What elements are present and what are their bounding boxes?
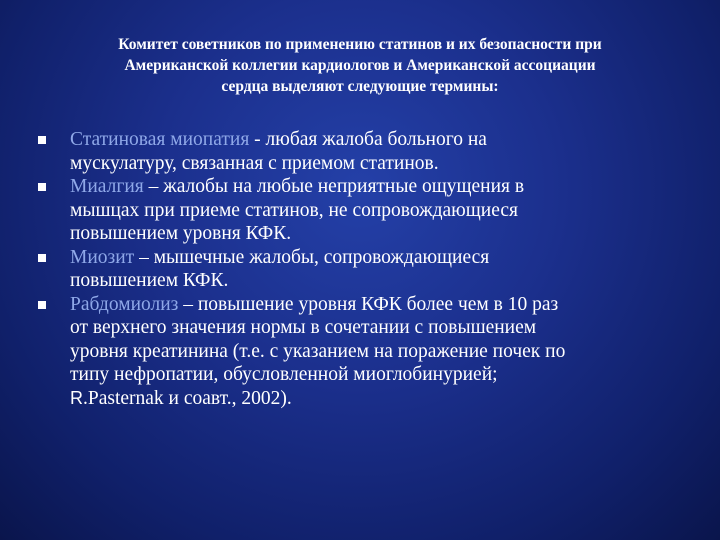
definition-text: - любая жалоба больного на (249, 129, 487, 150)
item-line (70, 246, 688, 270)
item-line (70, 293, 688, 317)
list-item-myalgia (38, 175, 688, 246)
list-item-statin-myopathy (38, 128, 688, 175)
item-line: уровня креатинина (т.е. с указанием на поражение почек по (70, 340, 566, 362)
item-line (70, 128, 688, 152)
item-line: мускулатуру, связанная с приемом статинов. (70, 152, 439, 174)
term-label: Рабдомиолиз (70, 293, 179, 315)
citation-initial: R (70, 387, 83, 408)
term-label: Статиновая миопатия (70, 129, 250, 150)
title-line-3: сердца выделяют следующие термины: (221, 78, 499, 95)
definition-text: – повышение уровня КФК более чем в 10 раз (178, 293, 559, 315)
item-line: мышцах при приеме статинов, не сопровождающиеся (70, 199, 518, 221)
list-item-rhabdomyolysis (38, 293, 688, 411)
square-bullet-icon (38, 136, 46, 144)
list-item-myositis (38, 246, 688, 293)
title-line-1: Комитет советников по применению статинов и их безопасности при (118, 36, 602, 53)
square-bullet-icon (38, 254, 46, 262)
item-line (70, 387, 688, 411)
item-line: типу нефропатии, обусловленной миоглобинурией; (70, 364, 498, 385)
slide-title (30, 34, 690, 97)
term-label: Миозит (70, 246, 135, 268)
item-line: повышением КФК. (70, 270, 229, 291)
definition-text: – жалобы на любые неприятные ощущения в (143, 176, 525, 197)
title-line-2: Американской коллегии кардиологов и Американской ассоциации (124, 57, 596, 74)
item-line: от верхнего значения нормы в сочетании с повышением (70, 317, 537, 338)
term-label: Миалгия (70, 176, 144, 197)
terms-list (38, 128, 688, 410)
item-line: повышением уровня КФК. (70, 223, 292, 244)
square-bullet-icon (38, 301, 46, 309)
square-bullet-icon (38, 183, 46, 191)
item-line (70, 175, 688, 199)
definition-text: – мышечные жалобы, сопровождающиеся (134, 246, 490, 268)
citation-text: .Pasternak и соавт., 2002). (83, 387, 292, 409)
